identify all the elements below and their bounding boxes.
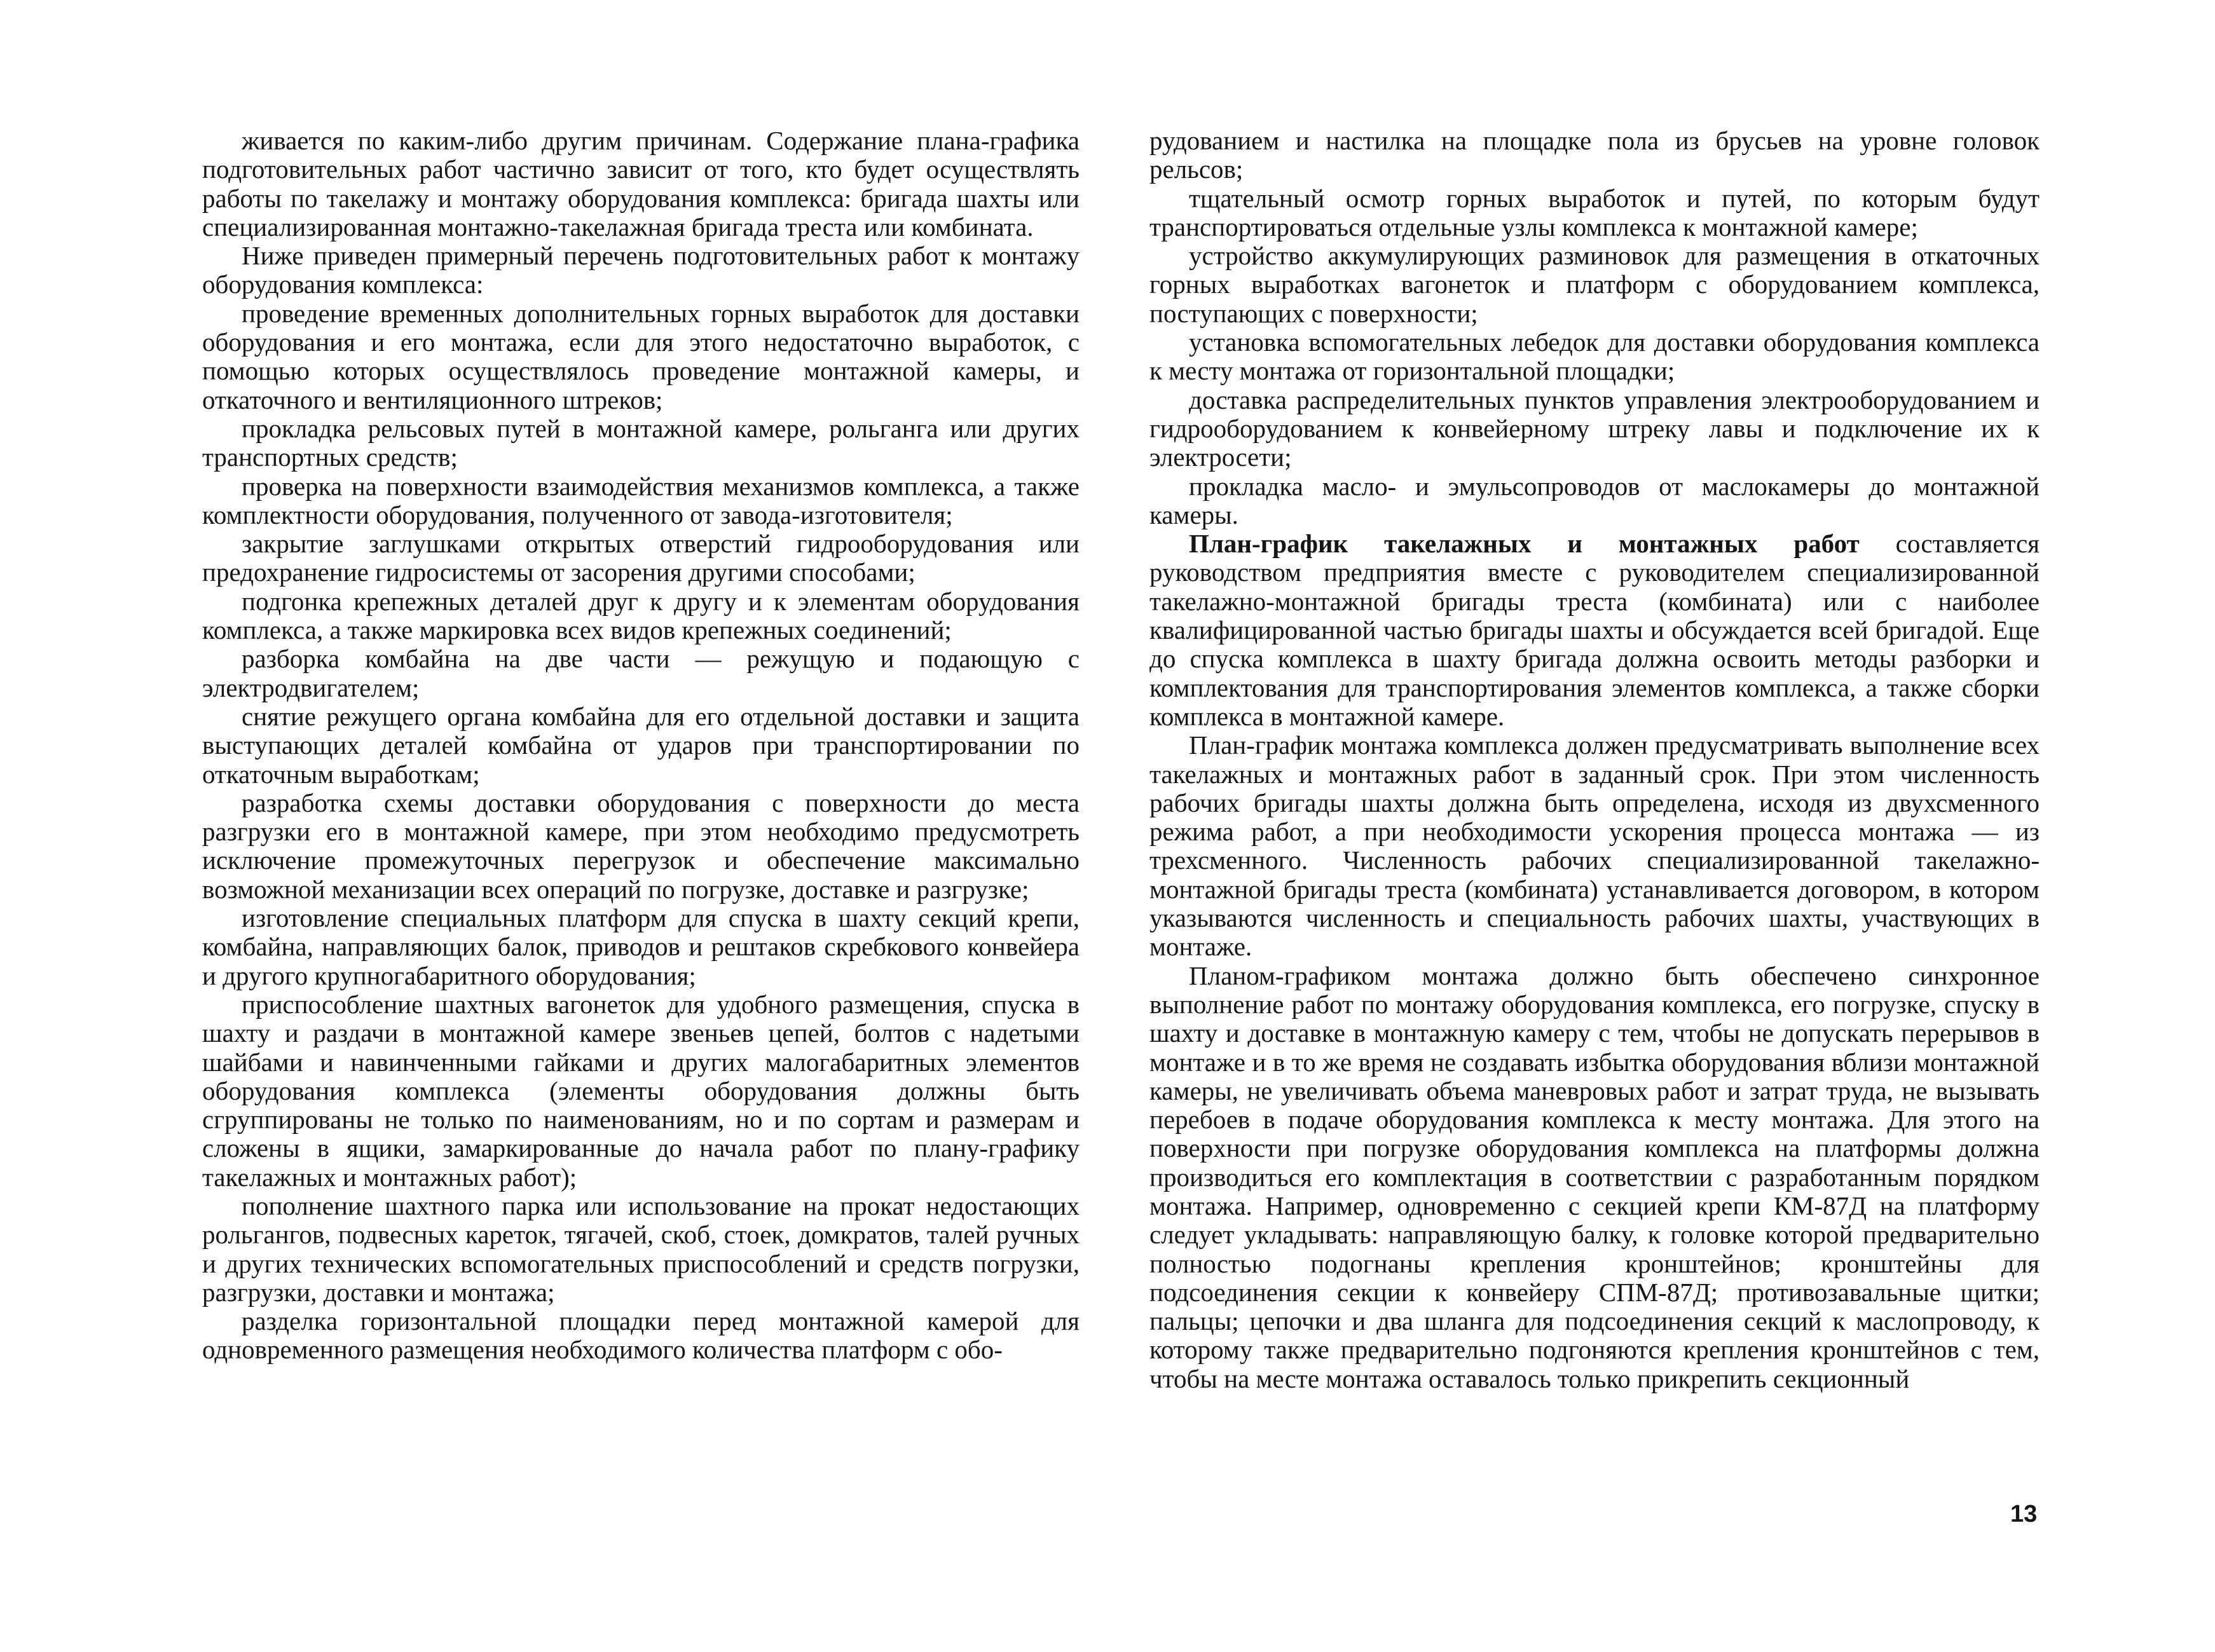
list-item: пополнение шахтного парка или использование на прокат недостающих рольгангов, подвесных кареток, тягачей, скоб, стоек, домкратов, талей ручных и других технических вспомогательных приспособлений и средств погрузки, разгрузки, доставки и монтажа; [202, 1191, 1080, 1307]
right-text-column [1149, 126, 2040, 1393]
page-number: 13 [2010, 1501, 2038, 1527]
list-item: снятие режущего органа комбайна для его отдельной доставки и защита выступающих деталей комбайна от ударов при транспортировании по откаточным выработкам; [202, 701, 1080, 789]
paragraph: Планом-графиком монтажа должно быть обеспечено синхронное выполнение работ по монтажу оборудования комплекса, его погрузке, спуску в шахту и доставке в монтажную камеру с тем, чтобы не допускать перерывов в монтаже и в то же время не создавать избытка оборудования вблизи монтажной камеры, не увеличивать объема маневровых работ и затрат труда, не вызывать перебоев в подаче оборудования комплекса к месту монтажа. Для этого на поверхности при погрузке оборудования комплекса на платформы должна производиться его комплектация в соответствии с разработанным порядком монтажа. Например, одновременно с секцией крепи КМ-87Д на платформу следует укладывать: направляющую балку, к головке которой предварительно полностью подогнаны крепления кронштейнов; кронштейны для подсоединения секции к конвейеру СПМ-87Д; противозавальные щитки; пальцы; цепочки и два шланга для подсоединения секций к маслопроводу, к которому также предварительно подгоняются крепления кронштейнов с тем, чтобы на месте монтажа оставалось только прикрепить секционный [1149, 960, 2040, 1393]
list-item: разборка комбайна на две части — режущую и подающую с электродвигателем; [202, 644, 1080, 702]
list-item-continuation: рудованием и настилка на площадке пола из брусьев на уровне головок рельсов; [1149, 126, 2040, 184]
list-item: проведение временных дополнительных горных выработок для доставки оборудования и его монтажа, если для этого недостаточно выработок, с помощью которых осуществлялось проведение монтажной камеры, и откаточного и вентиляционного штреков; [202, 298, 1080, 414]
list-item: доставка распределительных пунктов управления электрооборудованием и гидрооборудованием к конвейерному штреку лавы и подключение их к электросети; [1149, 385, 2040, 472]
list-item: приспособление шахтных вагонеток для удобного размещения, спуска в шахту и раздачи в монтажной камере звеньев цепей, болтов с надетыми шайбами и навинченными гайками и других малогабаритных элементов оборудования комплекса (элементы оборудования должны быть сгруппированы не только по наименованиям, но и по сортам и размерам и сложены в ящики, замаркированные до начала работ по плану-графику такелажных и монтажных работ); [202, 989, 1080, 1192]
list-item: устройство аккумулирующих разминовок для размещения в откаточных горных выработках вагонеток и платформ с оборудованием комплекса, поступающих с поверхности; [1149, 241, 2040, 328]
list-item: изготовление специальных платформ для спуска в шахту секций крепи, комбайна, направляющих балок, приводов и рештаков скребкового конвейера и другого крупногабаритного оборудования; [202, 903, 1080, 990]
list-item: разделка горизонтальной площадки перед монтажной камерой для одновременного размещения необходимого количества платформ с обо- [202, 1306, 1080, 1365]
list-item: закрытие заглушками открытых отверстий гидрооборудования или предохранение гидросистемы от засорения другими способами; [202, 529, 1080, 587]
list-item: тщательный осмотр горных выработок и путей, по которым будут транспортироваться отдельные узлы комплекса к монтажной камере; [1149, 183, 2040, 242]
paragraph: План-график монтажа комплекса должен предусматривать выполнение всех такелажных и монтажных работ в заданный срок. При этом численность рабочих бригады шахты должна быть определена, исходя из двухсменного режима работ, а при необходимости ускорения процесса монтажа — из трехсменного. Численность рабочих специализированной такелажно-монтажной бригады треста (комбината) устанавливается договором, в котором указываются численность и специальность рабочих шахты, участвующих в монтаже. [1149, 730, 2040, 962]
left-text-column [202, 126, 1080, 1365]
paragraph: живается по каким-либо другим причинам. Содержание плана-графика подготовительных работ частично зависит от того, кто будет осуществлять работы по такелажу и монтажу оборудования комплекса: бригада шахты или специализированная монтажно-такелажная бригада треста или комбината. [202, 126, 1080, 242]
paragraph [1149, 529, 2040, 731]
run-in-heading: План-график такелажных и монтажных работ [1189, 529, 1860, 559]
paragraph-body: составляется руководством предприятия вместе с руководителем специализированной такелажно-монтажной бригады треста (комбината) или с наиболее квалифицированной частью бригады шахты и обсуждается всей бригадой. Еще до спуска комплекса в шахту бригада должна освоить методы разборки и комплектования для транспортирования элементов комплекса, а также сборки комплекса в монтажной камере. [1149, 529, 2040, 731]
list-item: подгонка крепежных деталей друг к другу и к элементам оборудования комплекса, а также маркировка всех видов крепежных соединений; [202, 586, 1080, 645]
paragraph: Ниже приведен примерный перечень подготовительных работ к монтажу оборудования комплекса: [202, 241, 1080, 299]
list-item: прокладка рельсовых путей в монтажной камере, рольганга или других транспортных средств; [202, 413, 1080, 472]
list-item: проверка на поверхности взаимодействия механизмов комплекса, а также комплектности оборудования, полученного от завода-изготовителя; [202, 471, 1080, 529]
list-item: установка вспомогательных лебедок для доставки оборудования комплекса к месту монтажа от горизонтальной площадки; [1149, 327, 2040, 386]
list-item: разработка схемы доставки оборудования с поверхности до места разгрузки его в монтажной камере, при этом необходимо предусмотреть исключение промежуточных перегрузок и обеспечение максимально возможной механизации всех операций по погрузке, доставке и разгрузке; [202, 788, 1080, 904]
list-item: прокладка масло- и эмульсопроводов от маслокамеры до монтажной камеры. [1149, 471, 2040, 529]
